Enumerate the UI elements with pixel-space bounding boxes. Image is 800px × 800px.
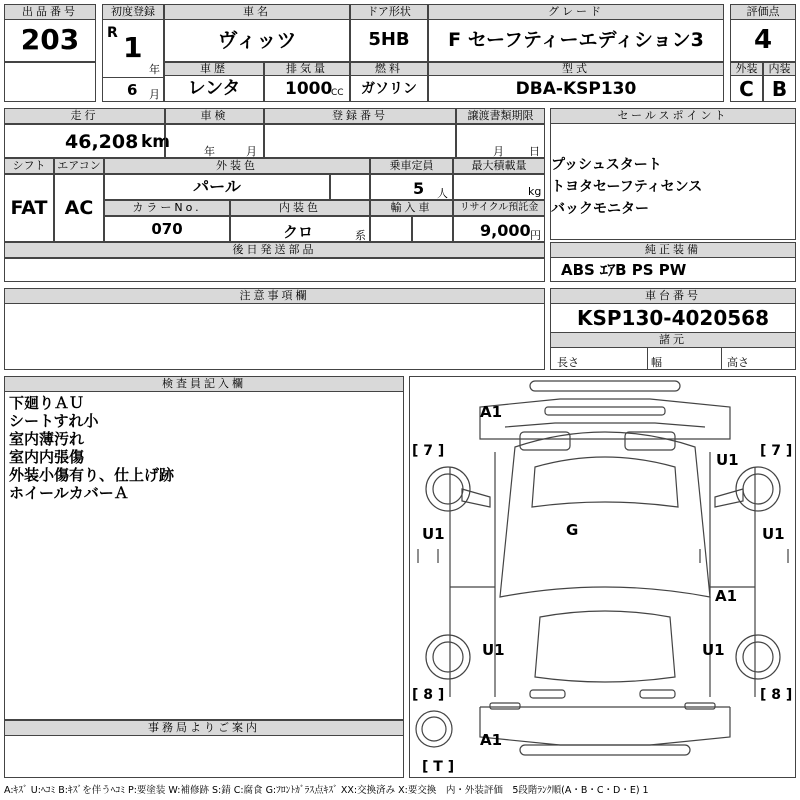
capacity-box xyxy=(370,174,453,200)
car-name-label: 車名 xyxy=(165,5,349,20)
model-box xyxy=(428,62,724,102)
sales-point-item: トヨタセーフティセンス xyxy=(551,179,703,195)
specs-label: 諸元 xyxy=(551,333,795,348)
equipment-label: 純正装備 xyxy=(551,243,795,258)
capacity-label: 乗車定員 xyxy=(370,158,453,174)
capacity-unit: 人 xyxy=(437,187,448,200)
aircon-label: エアコン xyxy=(54,158,104,174)
first-reg-year-unit: 年 xyxy=(149,63,160,76)
chassis-label: 車台番号 xyxy=(551,289,795,304)
lot-no-label: 出品番号 xyxy=(5,5,95,20)
inspector-note: シートすれ小 xyxy=(9,412,99,430)
exterior-grade-box xyxy=(730,62,763,102)
length-label: 長さ xyxy=(557,356,579,369)
later-parts-box xyxy=(4,258,545,282)
grade-label: グレード xyxy=(429,5,723,20)
office-box xyxy=(4,720,404,778)
mark-left-rear-wheel: U1 xyxy=(482,641,505,659)
exterior-color-value: パール xyxy=(193,177,241,196)
first-reg-month-unit: 月 xyxy=(149,88,160,101)
equipment-value: ABS ｴｱB PS PW xyxy=(561,261,687,279)
score-label: 評価点 xyxy=(731,5,795,20)
door-value: 5HB xyxy=(368,29,410,50)
import-box-a xyxy=(370,216,412,242)
color-no-label: カラーNo. xyxy=(104,200,230,216)
mileage-box xyxy=(4,124,171,158)
inspection-month-unit: 月 xyxy=(246,145,257,158)
bracket-rl: [ 8 ] xyxy=(412,687,445,703)
aircon-box xyxy=(54,174,104,242)
bracket-spare: [ T ] xyxy=(422,759,455,775)
interior-grade-value: B xyxy=(771,77,788,101)
mark-front-left: A1 xyxy=(480,403,503,421)
height-label: 高さ xyxy=(727,356,749,369)
doc-deadline-day-unit: 日 xyxy=(529,145,540,158)
recycle-value: 9,000 xyxy=(480,221,531,240)
interior-color-unit: 系 xyxy=(355,229,366,242)
aircon-value: AC xyxy=(64,197,94,219)
fuel-box xyxy=(350,62,428,102)
interior-grade-box xyxy=(763,62,796,102)
later-parts-label: 後日発送部品 xyxy=(4,242,545,258)
inspector-label: 検査員記入欄 xyxy=(5,377,403,392)
shift-value: FAT xyxy=(10,197,48,219)
recycle-label: リサイクル預託金 xyxy=(453,200,545,216)
interior-color-label: 内装色 xyxy=(230,200,370,216)
car-diagram xyxy=(409,376,796,778)
car-name-value: ヴィッツ xyxy=(217,28,297,52)
history-value: レンタ xyxy=(187,78,241,99)
chassis-value: KSP130-4020568 xyxy=(551,304,795,333)
interior-grade-label: 内装 xyxy=(764,63,795,76)
recycle-unit: 円 xyxy=(530,229,541,242)
equipment-box xyxy=(550,242,796,282)
max-load-label: 最大積載量 xyxy=(453,158,545,174)
exterior-grade-value: C xyxy=(739,77,754,101)
chassis-box xyxy=(550,288,796,370)
width-label: 幅 xyxy=(651,356,662,369)
sales-points-box xyxy=(550,108,796,240)
mark-right-rear-door: A1 xyxy=(715,587,738,605)
recycle-box xyxy=(453,216,545,242)
bracket-fr: [ 7 ] xyxy=(760,443,793,459)
shift-label: シフト xyxy=(4,158,54,174)
mark-right-side: U1 xyxy=(762,525,785,543)
door-box xyxy=(350,4,428,62)
grade-box xyxy=(428,4,724,62)
color-no-box xyxy=(104,216,230,242)
inspector-box xyxy=(4,376,404,720)
exterior-color-extra xyxy=(330,174,370,200)
bracket-rr: [ 8 ] xyxy=(760,687,793,703)
import-label: 輸入車 xyxy=(370,200,453,216)
inspector-note: 下廻りＡＵ xyxy=(9,394,85,412)
car-name-box xyxy=(164,4,350,62)
inspection-box xyxy=(165,124,264,158)
bracket-fl: [ 7 ] xyxy=(412,443,445,459)
inspector-note: 外装小傷有り、仕上げ跡 xyxy=(9,466,175,484)
model-label: 型式 xyxy=(429,63,723,76)
capacity-value: 5 xyxy=(413,179,425,198)
grade-value: F セーフティーエディション3 xyxy=(448,29,704,51)
exterior-color-box xyxy=(104,174,330,200)
doc-deadline-month-unit: 月 xyxy=(493,145,504,158)
displacement-unit: CC xyxy=(331,88,344,98)
first-reg-era: R xyxy=(107,25,118,41)
import-box-b xyxy=(412,216,453,242)
mark-rear: A1 xyxy=(480,731,503,749)
displacement-value: 1000 xyxy=(285,79,333,99)
door-label: ドア形状 xyxy=(351,5,427,20)
exterior-grade-label: 外装 xyxy=(731,63,762,76)
fuel-value: ガソリン xyxy=(361,81,417,97)
lot-no-blank xyxy=(4,62,96,102)
car-outline-diagram xyxy=(410,377,795,777)
inspection-year-unit: 年 xyxy=(204,145,215,158)
doc-deadline-label: 譲渡書類期限 xyxy=(456,108,545,124)
mark-right-rear-wheel: U1 xyxy=(702,641,725,659)
lot-no-box xyxy=(4,4,96,62)
caution-label: 注意事項欄 xyxy=(5,289,544,304)
first-reg-box xyxy=(102,4,164,102)
mileage-unit: km xyxy=(141,132,171,152)
first-reg-label: 初度登録 xyxy=(103,5,163,20)
inspector-note: 室内薄汚れ xyxy=(9,430,85,448)
reg-no-box xyxy=(264,124,456,158)
mileage-value: 46,208 xyxy=(65,131,139,153)
interior-color-box xyxy=(230,216,370,242)
score-value: 4 xyxy=(753,25,773,55)
sales-point-item: プッシュスタート xyxy=(551,157,662,173)
displacement-box xyxy=(264,62,350,102)
fuel-label: 燃料 xyxy=(351,63,427,76)
mark-windshield: G xyxy=(566,521,579,539)
history-label: 車歴 xyxy=(165,63,263,76)
model-value: DBA-KSP130 xyxy=(515,79,637,99)
inspection-label: 車検 xyxy=(165,108,264,124)
displacement-label: 排気量 xyxy=(265,63,349,76)
max-load-unit: kg xyxy=(528,185,542,198)
history-box xyxy=(164,62,264,102)
first-reg-month: 6 xyxy=(127,81,138,99)
legend: A:ｷｽﾞ U:ﾍｺﾐ B:ｷｽﾞを伴うﾍｺﾐ P:要塗装 W:補修跡 S:錆 C:腐食 G:ﾌﾛﾝﾄｶﾞﾗｽ点ｷｽﾞ XX:交換済み X:要交換 内・外装評価 5段階ﾗﾝｸ順(A・B・C・D・E) 1 xyxy=(4,785,649,796)
doc-deadline-box xyxy=(456,124,545,158)
sales-point-item: バックモニター xyxy=(551,201,649,217)
inspector-note: ホイールカバーＡ xyxy=(9,484,129,502)
score-box xyxy=(730,4,796,62)
sales-points-label: セールスポイント xyxy=(551,109,795,124)
office-label: 事務局よりご案内 xyxy=(5,721,403,736)
inspector-note: 室内内張傷 xyxy=(9,448,85,466)
color-no-value: 070 xyxy=(151,220,183,238)
caution-box xyxy=(4,288,545,370)
mileage-label: 走行 xyxy=(4,108,165,124)
first-reg-year: 1 xyxy=(123,31,143,64)
lot-no-value: 203 xyxy=(20,23,80,56)
mark-front-right-wheel: U1 xyxy=(716,451,739,469)
interior-color-value: クロ xyxy=(283,223,314,241)
reg-no-label: 登録番号 xyxy=(264,108,456,124)
max-load-box xyxy=(453,174,545,200)
shift-box xyxy=(4,174,54,242)
mark-left-side: U1 xyxy=(422,525,445,543)
exterior-color-label: 外装色 xyxy=(104,158,370,174)
